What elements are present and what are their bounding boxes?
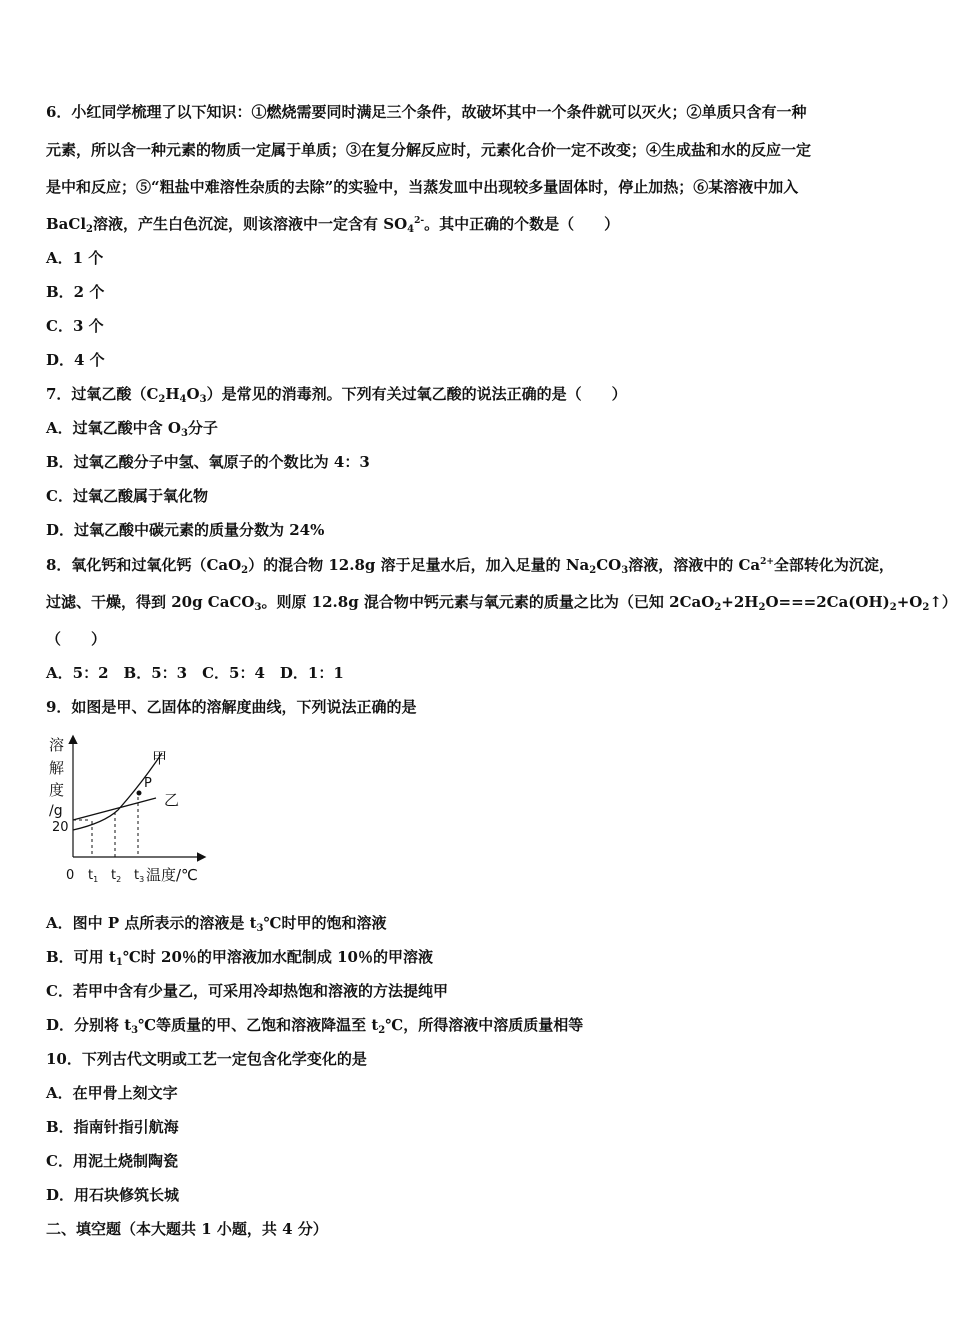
y-axis-label-unit: /g [49, 803, 63, 819]
solubility-curve-figure [44, 735, 214, 890]
x-tick-t1: $t_1$ [88, 868, 99, 884]
curve-yi [73, 798, 156, 820]
q10-stem: 10．下列古代文明或工艺一定包含化学变化的是 [46, 1050, 367, 1068]
y-tick-20: 20 [52, 820, 69, 835]
q8-stem-line2: 过滤、干燥，得到 20g CaCO$_3$。则原 12.8g 混合物中钙元素与氧元素的质量之比为（已知 $2CaO_2+2H_2O===2Ca(OH)_2+O_2↑$） [46, 593, 957, 613]
curve-jia [73, 753, 162, 830]
q9-option-d: D．分别将 $t_3℃$等质量的甲、乙饱和溶液降温至 $t_2℃$，所得溶液中溶质质量相等 [46, 1016, 584, 1036]
q8-options: A．5：2 B．5：3 C．5：4 D．1：1 [46, 664, 344, 682]
q8-stem-line3: （ ） [46, 630, 107, 648]
q7-option-b: B．过氧乙酸分子中氢、氧原子的个数比为 4：3 [46, 453, 370, 471]
y-axis-label-char3: 度 [49, 781, 65, 799]
q10-option-d: D．用石块修筑长城 [46, 1186, 180, 1204]
q10-option-b: B．指南针指引航海 [46, 1118, 179, 1136]
q6-option-a: A．1 个 [46, 249, 104, 267]
q6-stem-line3: 是中和反应；⑤“粗盐中难溶性杂质的去除”的实验中，当蒸发皿中出现较多量固体时，停止加热；⑥某溶液中加入 [46, 178, 799, 196]
q9-option-a: A．图中 P 点所表示的溶液是 $t_3℃$时甲的饱和溶液 [46, 914, 387, 934]
q10-option-a: A．在甲骨上刻文字 [46, 1084, 178, 1102]
q6-option-b: B．2 个 [46, 283, 105, 301]
q7-stem: 7．过氧乙酸$(C_2H_4O_3)$是常见的消毒剂。下列有关过氧乙酸的说法正确的是（ ） [46, 385, 627, 405]
q7-option-a: A．过氧乙酸中含 $O_3$分子 [46, 419, 218, 439]
q10-option-c: C．用泥土烧制陶瓷 [46, 1152, 178, 1170]
q6-stem-line1: 6．小红同学梳理了以下知识：①燃烧需要同时满足三个条件，故破坏其中一个条件就可以灭火；②单质只含有一种 [46, 103, 807, 121]
q9-stem: 9．如图是甲、乙固体的溶解度曲线，下列说法正确的是 [46, 698, 417, 716]
section-2-heading: 二、填空题（本大题共 1 小题，共 4 分） [46, 1220, 328, 1238]
x-tick-t3: $t_3$ [134, 868, 145, 884]
q6-option-d: D．4 个 [46, 351, 105, 369]
x-tick-t2: $t_2$ [111, 868, 122, 884]
q6-stem-line2: 元素，所以含一种元素的物质一定属于单质；③在复分解反应时，元素化合价一定不改变；④生成盐和水的反应一定 [46, 141, 812, 159]
x-origin-label: 0 [66, 868, 75, 883]
q8-stem-line1: 8．氧化钙和过氧化钙（CaO$_2$）的混合物 12.8g 溶于足量水后，加入足量的 $Na_2CO_3$溶液，溶液中的 $Ca^{2+}$全部转化为沉淀， [46, 556, 894, 576]
y-axis-label-char2: 解 [49, 759, 65, 777]
series-jia-label: 甲 [152, 749, 168, 767]
series-yi-label: 乙 [164, 791, 180, 809]
q6-stem-line4: BaCl$_2$溶液，产生白色沉淀，则该溶液中一定含有 $SO_4^{2-}$。其中正确的个数是（ ） [46, 215, 620, 235]
y-axis-label-char1: 溶 [49, 736, 65, 754]
point-p [137, 791, 142, 796]
q9-option-b: B．可用 $t_1℃$时 20％的甲溶液加水配制成 10％的甲溶液 [46, 948, 433, 968]
q9-option-c: C．若甲中含有少量乙，可采用冷却热饱和溶液的方法提纯甲 [46, 982, 448, 1000]
q7-option-c: C．过氧乙酸属于氧化物 [46, 487, 208, 505]
x-axis-label: 温度/℃ [146, 866, 198, 884]
q6-option-c: C．3 个 [46, 317, 104, 335]
point-p-label: P [144, 776, 152, 791]
q7-option-d: D．过氧乙酸中碳元素的质量分数为 24% [46, 521, 325, 539]
